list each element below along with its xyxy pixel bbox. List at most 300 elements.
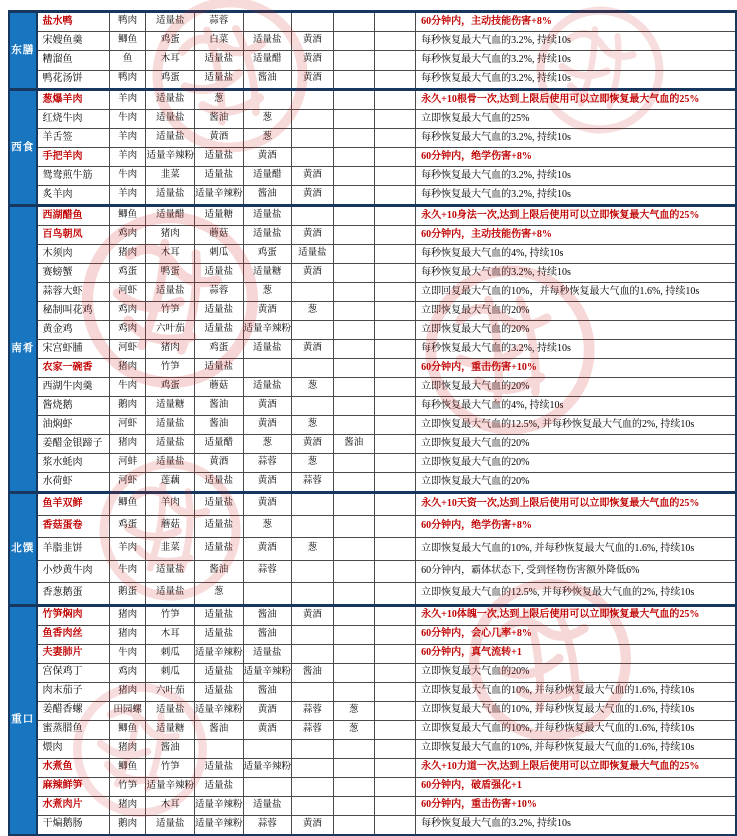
effect-text: 60分钟内，重击伤害+10% xyxy=(416,359,736,378)
ingredient-cell: 适量盐 xyxy=(146,815,195,835)
recipe-row xyxy=(9,264,736,283)
ingredient-cell: 鸡肉 xyxy=(109,663,146,682)
ingredient-cell: 适量辛辣粉 xyxy=(243,758,292,777)
ingredient-cell: 田园螺 xyxy=(109,701,146,720)
ingredient-cell: 适量盐 xyxy=(243,226,292,245)
effect-text: 每秒恢复最大气血的3.2%, 持续10s xyxy=(416,815,736,835)
effect-text: 立即恢复最大气血的12.5%, 并每秒恢复最大气血的2%, 持续10s xyxy=(416,583,736,606)
ingredient-cell: 猪肉 xyxy=(109,435,146,454)
ingredient-cell: 适量盐 xyxy=(195,758,244,777)
ingredient-cell: 葱 xyxy=(243,515,292,538)
ingredient-cell xyxy=(333,167,374,186)
ingredient-cell: 蒜蓉 xyxy=(292,720,334,739)
ingredient-cell xyxy=(374,31,415,51)
ingredient-cell xyxy=(333,70,374,90)
ingredient-cell: 木耳 xyxy=(146,245,195,264)
ingredient-cell: 适量辛辣粉 xyxy=(243,321,292,340)
ingredient-cell: 牛肉 xyxy=(109,378,146,397)
ingredient-cell xyxy=(374,796,415,815)
ingredient-cell xyxy=(333,12,374,32)
ingredient-cell: 鸡蛋 xyxy=(109,264,146,283)
ingredient-cell: 适量盐 xyxy=(195,70,244,90)
section-西食 xyxy=(9,90,736,206)
ingredient-cell: 葱 xyxy=(195,90,244,110)
effect-text: 立即恢复最大气血的20% xyxy=(416,302,736,321)
ingredient-cell: 黄酒 xyxy=(243,416,292,435)
ingredient-cell xyxy=(374,340,415,359)
dish-name: 西湖醋鱼 xyxy=(37,206,110,226)
ingredient-cell xyxy=(333,359,374,378)
dish-name: 香菇蛋卷 xyxy=(37,515,110,538)
ingredient-cell xyxy=(374,454,415,473)
dish-name: 竹笋焖肉 xyxy=(37,605,110,625)
ingredient-cell xyxy=(374,245,415,264)
effect-text: 立即恢复最大气血的20% xyxy=(416,435,736,454)
ingredient-cell: 适量盐 xyxy=(146,283,195,302)
recipe-row xyxy=(9,454,736,473)
ingredient-cell: 适量辛辣粉 xyxy=(146,777,195,796)
ingredient-cell xyxy=(333,815,374,835)
dish-name: 肉末茄子 xyxy=(37,682,110,701)
ingredient-cell xyxy=(333,321,374,340)
dish-name: 宫保鸡丁 xyxy=(37,663,110,682)
dish-name: 香葱鹅蛋 xyxy=(37,583,110,606)
effect-text: 60分钟内，主动技能伤害+8% xyxy=(416,226,736,245)
ingredient-cell: 蒜蓉 xyxy=(243,560,292,583)
ingredient-cell: 竹笋 xyxy=(146,605,195,625)
dish-name: 秘制叫花鸡 xyxy=(37,302,110,321)
ingredient-cell: 六叶茄 xyxy=(146,321,195,340)
ingredient-cell xyxy=(374,397,415,416)
dish-name: 夫妻肺片 xyxy=(37,644,110,663)
recipe-row xyxy=(9,625,736,644)
ingredient-cell: 河虾 xyxy=(109,340,146,359)
effect-text: 每秒恢复最大气血的3.2%, 持续10s xyxy=(416,51,736,71)
ingredient-cell xyxy=(292,12,334,32)
ingredient-cell xyxy=(292,359,334,378)
ingredient-cell: 鹅肉 xyxy=(109,397,146,416)
ingredient-cell: 黄酒 xyxy=(243,302,292,321)
ingredient-cell xyxy=(374,359,415,378)
ingredient-cell: 蒜蓉 xyxy=(195,12,244,32)
ingredient-cell: 蒜蓉 xyxy=(243,454,292,473)
ingredient-cell: 六叶茄 xyxy=(146,682,195,701)
ingredient-cell xyxy=(292,90,334,110)
ingredient-cell: 适量盐 xyxy=(146,583,195,606)
ingredient-cell xyxy=(374,435,415,454)
dish-name: 酱烧鹅 xyxy=(37,397,110,416)
recipe-row xyxy=(9,245,736,264)
effect-text: 立即回复最大气血的10%，并每秒恢复最大气血的1.6%, 持续10s xyxy=(416,283,736,302)
ingredient-cell: 竹笋 xyxy=(109,777,146,796)
ingredient-cell: 适量盐 xyxy=(146,454,195,473)
ingredient-cell: 猪肉 xyxy=(109,739,146,758)
effect-text: 每秒恢复最大气血的3.2%, 持续10s xyxy=(416,129,736,148)
ingredient-cell xyxy=(292,560,334,583)
ingredient-cell xyxy=(374,110,415,129)
ingredient-cell xyxy=(333,245,374,264)
recipe-row xyxy=(9,206,736,226)
ingredient-cell: 黄酒 xyxy=(292,605,334,625)
category-label: 西食 xyxy=(9,90,37,206)
recipe-row xyxy=(9,796,736,815)
ingredient-cell: 猪肉 xyxy=(109,605,146,625)
recipe-row xyxy=(9,435,736,454)
ingredient-cell: 酱油 xyxy=(243,625,292,644)
ingredient-cell xyxy=(333,663,374,682)
effect-text: 立即恢复最大气血的10%, 并每秒恢复最大气血的1.6%, 持续10s xyxy=(416,720,736,739)
dish-name: 水荷虾 xyxy=(37,473,110,493)
ingredient-cell: 蒜蓉 xyxy=(292,473,334,493)
dish-name: 鱼羊双鲜 xyxy=(37,493,110,516)
ingredient-cell: 适量辛辣粉 xyxy=(195,796,244,815)
recipe-row xyxy=(9,283,736,302)
effect-text: 立即恢复最大气血的10%, 并每秒恢复最大气血的1.6%, 持续10s xyxy=(416,701,736,720)
ingredient-cell: 鲫鱼 xyxy=(109,720,146,739)
ingredient-cell: 适量盐 xyxy=(146,129,195,148)
ingredient-cell: 羊肉 xyxy=(109,148,146,167)
dish-name: 鸳鸯煎牛筋 xyxy=(37,167,110,186)
ingredient-cell xyxy=(243,12,292,32)
ingredient-cell: 黄酒 xyxy=(292,815,334,835)
dish-name: 干煸鹅肠 xyxy=(37,815,110,835)
effect-text: 立即恢复最大气血的12.5%, 并每秒恢复最大气血的2%, 持续10s xyxy=(416,416,736,435)
ingredient-cell: 适量糖 xyxy=(146,397,195,416)
ingredient-cell: 猪肉 xyxy=(146,340,195,359)
dish-name: 浆水蚝肉 xyxy=(37,454,110,473)
ingredient-cell: 黄酒 xyxy=(292,435,334,454)
ingredient-cell xyxy=(333,226,374,245)
ingredient-cell xyxy=(374,283,415,302)
ingredient-cell: 黄酒 xyxy=(292,264,334,283)
ingredient-cell xyxy=(374,416,415,435)
ingredient-cell: 鲫鱼 xyxy=(109,493,146,516)
effect-text: 每秒恢复最大气血的4%, 持续10s xyxy=(416,397,736,416)
recipe-row xyxy=(9,538,736,561)
dish-name: 炙羊肉 xyxy=(37,186,110,206)
ingredient-cell: 黄酒 xyxy=(243,720,292,739)
ingredient-cell xyxy=(333,625,374,644)
ingredient-cell: 鸡蛋 xyxy=(243,245,292,264)
ingredient-cell xyxy=(374,206,415,226)
ingredient-cell: 适量辛辣粉 xyxy=(195,701,244,720)
ingredient-cell xyxy=(243,359,292,378)
ingredient-cell: 适量醋 xyxy=(243,167,292,186)
effect-text: 立即恢复最大气血的25% xyxy=(416,110,736,129)
recipe-row xyxy=(9,663,736,682)
ingredient-cell: 河虾 xyxy=(109,473,146,493)
ingredient-cell xyxy=(292,148,334,167)
ingredient-cell: 适量盐 xyxy=(146,12,195,32)
ingredient-cell xyxy=(374,12,415,32)
ingredient-cell xyxy=(374,90,415,110)
ingredient-cell: 黄酒 xyxy=(243,473,292,493)
ingredient-cell xyxy=(333,454,374,473)
category-label: 东膳 xyxy=(9,12,37,90)
ingredient-cell: 鸭肉 xyxy=(109,12,146,32)
ingredient-cell: 羊肉 xyxy=(109,90,146,110)
ingredient-cell: 适量盐 xyxy=(146,416,195,435)
ingredient-cell xyxy=(243,583,292,606)
recipe-row xyxy=(9,31,736,51)
ingredient-cell: 葱 xyxy=(195,583,244,606)
recipe-row xyxy=(9,583,736,606)
effect-text: 60分钟内，绝学伤害+8% xyxy=(416,515,736,538)
ingredient-cell xyxy=(374,51,415,71)
effect-text: 每秒恢复最大气血的3.2%, 持续10s xyxy=(416,340,736,359)
recipe-row xyxy=(9,777,736,796)
dish-name: 小炒黄牛肉 xyxy=(37,560,110,583)
effect-text: 立即恢复最大气血的20% xyxy=(416,473,736,493)
ingredient-cell xyxy=(292,321,334,340)
effect-text: 永久+10身法一次,达到上限后使用可以立即恢复最大气血的25% xyxy=(416,206,736,226)
effect-text: 永久+10天资一次,达到上限后使用可以立即恢复最大气血的25% xyxy=(416,493,736,516)
ingredient-cell xyxy=(333,148,374,167)
ingredient-cell xyxy=(292,777,334,796)
ingredient-cell: 鸭肉 xyxy=(109,70,146,90)
recipe-row xyxy=(9,701,736,720)
recipe-row xyxy=(9,560,736,583)
effect-text: 60分钟内，绝学伤害+8% xyxy=(416,148,736,167)
ingredient-cell: 黄酒 xyxy=(195,454,244,473)
ingredient-cell: 酱油 xyxy=(243,186,292,206)
ingredient-cell: 黄酒 xyxy=(243,397,292,416)
ingredient-cell: 黄酒 xyxy=(292,340,334,359)
ingredient-cell: 黄酒 xyxy=(292,186,334,206)
ingredient-cell: 葱 xyxy=(243,283,292,302)
ingredient-cell: 葱 xyxy=(292,302,334,321)
ingredient-cell: 猪肉 xyxy=(146,226,195,245)
ingredient-cell: 鸭蛋 xyxy=(146,264,195,283)
ingredient-cell: 适量糖 xyxy=(146,720,195,739)
ingredient-cell xyxy=(333,397,374,416)
section-南肴 xyxy=(9,206,736,493)
ingredient-cell: 适量盐 xyxy=(243,31,292,51)
ingredient-cell: 牛肉 xyxy=(109,110,146,129)
dish-name: 姜醋香螺 xyxy=(37,701,110,720)
ingredient-cell: 适量醋 xyxy=(195,435,244,454)
recipe-row xyxy=(9,110,736,129)
ingredient-cell: 蒜蓉 xyxy=(195,283,244,302)
ingredient-cell xyxy=(333,493,374,516)
ingredient-cell: 酱油 xyxy=(146,739,195,758)
effect-text: 立即恢复最大气血的10%, 并每秒恢复最大气血的1.6%, 持续10s xyxy=(416,538,736,561)
ingredient-cell: 葱 xyxy=(333,720,374,739)
ingredient-cell: 酱油 xyxy=(333,435,374,454)
ingredient-cell: 适量盐 xyxy=(146,435,195,454)
ingredient-cell: 葱 xyxy=(292,416,334,435)
effect-text: 每秒恢复最大气血的4%, 持续10s xyxy=(416,245,736,264)
recipe-row xyxy=(9,758,736,777)
ingredient-cell: 适量盐 xyxy=(195,359,244,378)
ingredient-cell: 鸡蛋 xyxy=(195,340,244,359)
ingredient-cell: 黄酒 xyxy=(292,70,334,90)
ingredient-cell: 适量盐 xyxy=(195,682,244,701)
ingredient-cell xyxy=(374,739,415,758)
recipe-row xyxy=(9,321,736,340)
ingredient-cell xyxy=(333,515,374,538)
ingredient-cell xyxy=(333,644,374,663)
ingredient-cell xyxy=(333,110,374,129)
recipe-row xyxy=(9,493,736,516)
section-北馔 xyxy=(9,493,736,606)
ingredient-cell xyxy=(333,90,374,110)
ingredient-cell: 酱油 xyxy=(243,682,292,701)
dish-name: 西湖牛肉羹 xyxy=(37,378,110,397)
ingredient-cell xyxy=(292,796,334,815)
ingredient-cell xyxy=(333,473,374,493)
ingredient-cell: 蒜蓉 xyxy=(243,815,292,835)
ingredient-cell: 鲫鱼 xyxy=(109,758,146,777)
ingredient-cell: 黄酒 xyxy=(243,701,292,720)
dish-name: 蒜蓉大虾 xyxy=(37,283,110,302)
dish-name: 羊脂韭饼 xyxy=(37,538,110,561)
effect-text: 60分钟内，重击伤害+10% xyxy=(416,796,736,815)
ingredient-cell xyxy=(374,625,415,644)
ingredient-cell: 黄酒 xyxy=(243,493,292,516)
dish-name: 盐水鸭 xyxy=(37,12,110,32)
ingredient-cell: 黄酒 xyxy=(292,31,334,51)
ingredient-cell: 蘑菇 xyxy=(195,378,244,397)
ingredient-cell: 羊肉 xyxy=(146,493,195,516)
effect-text: 每秒恢复最大气血的3.2%, 持续10s xyxy=(416,31,736,51)
ingredient-cell xyxy=(333,538,374,561)
recipe-row xyxy=(9,12,736,32)
ingredient-cell: 韭菜 xyxy=(146,538,195,561)
ingredient-cell: 葱 xyxy=(243,110,292,129)
dish-name: 水煮鱼 xyxy=(37,758,110,777)
ingredient-cell: 适量盐 xyxy=(195,625,244,644)
dish-name: 宋嫂鱼羹 xyxy=(37,31,110,51)
ingredient-cell xyxy=(374,129,415,148)
ingredient-cell: 黄酒 xyxy=(243,148,292,167)
dish-name: 煨肉 xyxy=(37,739,110,758)
ingredient-cell xyxy=(292,583,334,606)
ingredient-cell: 适量盐 xyxy=(243,378,292,397)
dish-name: 麻辣鲜笋 xyxy=(37,777,110,796)
dish-name: 鱼香肉丝 xyxy=(37,625,110,644)
ingredient-cell: 蒜蓉 xyxy=(292,701,334,720)
dish-name: 羊舌签 xyxy=(37,129,110,148)
effect-text: 60分钟内，会心几率+8% xyxy=(416,625,736,644)
ingredient-cell: 白菜 xyxy=(195,31,244,51)
ingredient-cell xyxy=(333,206,374,226)
ingredient-cell: 适量辛辣粉 xyxy=(195,644,244,663)
ingredient-cell xyxy=(333,777,374,796)
ingredient-cell xyxy=(292,129,334,148)
ingredient-cell xyxy=(195,739,244,758)
dish-name: 红烧牛肉 xyxy=(37,110,110,129)
ingredient-cell: 适量盐 xyxy=(195,777,244,796)
ingredient-cell: 羊肉 xyxy=(109,186,146,206)
ingredient-cell: 木耳 xyxy=(146,51,195,71)
ingredient-cell: 酱油 xyxy=(195,720,244,739)
ingredient-cell xyxy=(292,739,334,758)
ingredient-cell: 适量盐 xyxy=(195,51,244,71)
recipe-row xyxy=(9,226,736,245)
ingredient-cell: 韭菜 xyxy=(146,167,195,186)
ingredient-cell: 酱油 xyxy=(195,416,244,435)
ingredient-cell: 黄酒 xyxy=(195,129,244,148)
ingredient-cell: 河虾 xyxy=(109,416,146,435)
ingredient-cell: 适量盐 xyxy=(146,110,195,129)
recipe-row xyxy=(9,302,736,321)
ingredient-cell: 酱油 xyxy=(292,663,334,682)
effect-text: 每秒恢复最大气血的3.2%, 持续10s xyxy=(416,264,736,283)
ingredient-cell xyxy=(374,560,415,583)
recipe-row xyxy=(9,167,736,186)
ingredient-cell: 鲫鱼 xyxy=(109,31,146,51)
ingredient-cell: 刺瓜 xyxy=(146,644,195,663)
ingredient-cell: 适量糖 xyxy=(243,264,292,283)
category-label: 重口 xyxy=(9,605,37,835)
category-label: 南肴 xyxy=(9,206,37,493)
ingredient-cell xyxy=(374,720,415,739)
ingredient-cell: 适量辛辣粉 xyxy=(243,663,292,682)
ingredient-cell xyxy=(292,206,334,226)
ingredient-cell: 木耳 xyxy=(146,796,195,815)
recipe-row xyxy=(9,605,736,625)
ingredient-cell xyxy=(374,605,415,625)
ingredient-cell xyxy=(333,583,374,606)
ingredient-cell: 鸡蛋 xyxy=(146,31,195,51)
effect-text: 60分钟内，破盾强化+1 xyxy=(416,777,736,796)
ingredient-cell: 适量醋 xyxy=(243,51,292,71)
dish-name: 木须肉 xyxy=(37,245,110,264)
category-label: 北馔 xyxy=(9,493,37,606)
ingredient-cell: 牛肉 xyxy=(109,644,146,663)
ingredient-cell xyxy=(374,226,415,245)
ingredient-cell: 适量盐 xyxy=(195,302,244,321)
recipe-row xyxy=(9,739,736,758)
ingredient-cell: 鹅肉 xyxy=(109,815,146,835)
ingredient-cell: 适量盐 xyxy=(146,90,195,110)
ingredient-cell: 适量盐 xyxy=(292,245,334,264)
ingredient-cell xyxy=(333,605,374,625)
effect-text: 60分钟内，主动技能伤害+8% xyxy=(416,12,736,32)
ingredient-cell xyxy=(292,110,334,129)
ingredient-cell xyxy=(292,682,334,701)
section-东膳 xyxy=(9,12,736,90)
ingredient-cell xyxy=(333,186,374,206)
ingredient-cell: 黄酒 xyxy=(292,51,334,71)
ingredient-cell xyxy=(374,321,415,340)
section-重口 xyxy=(9,605,736,835)
recipe-row xyxy=(9,720,736,739)
ingredient-cell: 黄酒 xyxy=(292,167,334,186)
ingredient-cell: 河蚌 xyxy=(109,454,146,473)
dish-name: 葱爆羊肉 xyxy=(37,90,110,110)
dish-name: 黄金鸡 xyxy=(37,321,110,340)
ingredient-cell: 黄酒 xyxy=(243,538,292,561)
ingredient-cell: 适量盐 xyxy=(195,148,244,167)
effect-text: 立即恢复最大气血的10%, 并每秒恢复最大气血的1.6%, 持续10s xyxy=(416,682,736,701)
ingredient-cell: 葱 xyxy=(243,435,292,454)
recipe-row xyxy=(9,129,736,148)
ingredient-cell xyxy=(374,644,415,663)
ingredient-cell: 猪肉 xyxy=(109,245,146,264)
ingredient-cell: 葱 xyxy=(292,538,334,561)
ingredient-cell xyxy=(374,682,415,701)
ingredient-cell xyxy=(333,302,374,321)
ingredient-cell xyxy=(292,493,334,516)
recipe-row xyxy=(9,148,736,167)
recipe-table xyxy=(8,10,737,836)
ingredient-cell: 猪肉 xyxy=(109,682,146,701)
ingredient-cell xyxy=(374,186,415,206)
ingredient-cell xyxy=(292,515,334,538)
ingredient-cell: 适量辛辣粉 xyxy=(146,148,195,167)
